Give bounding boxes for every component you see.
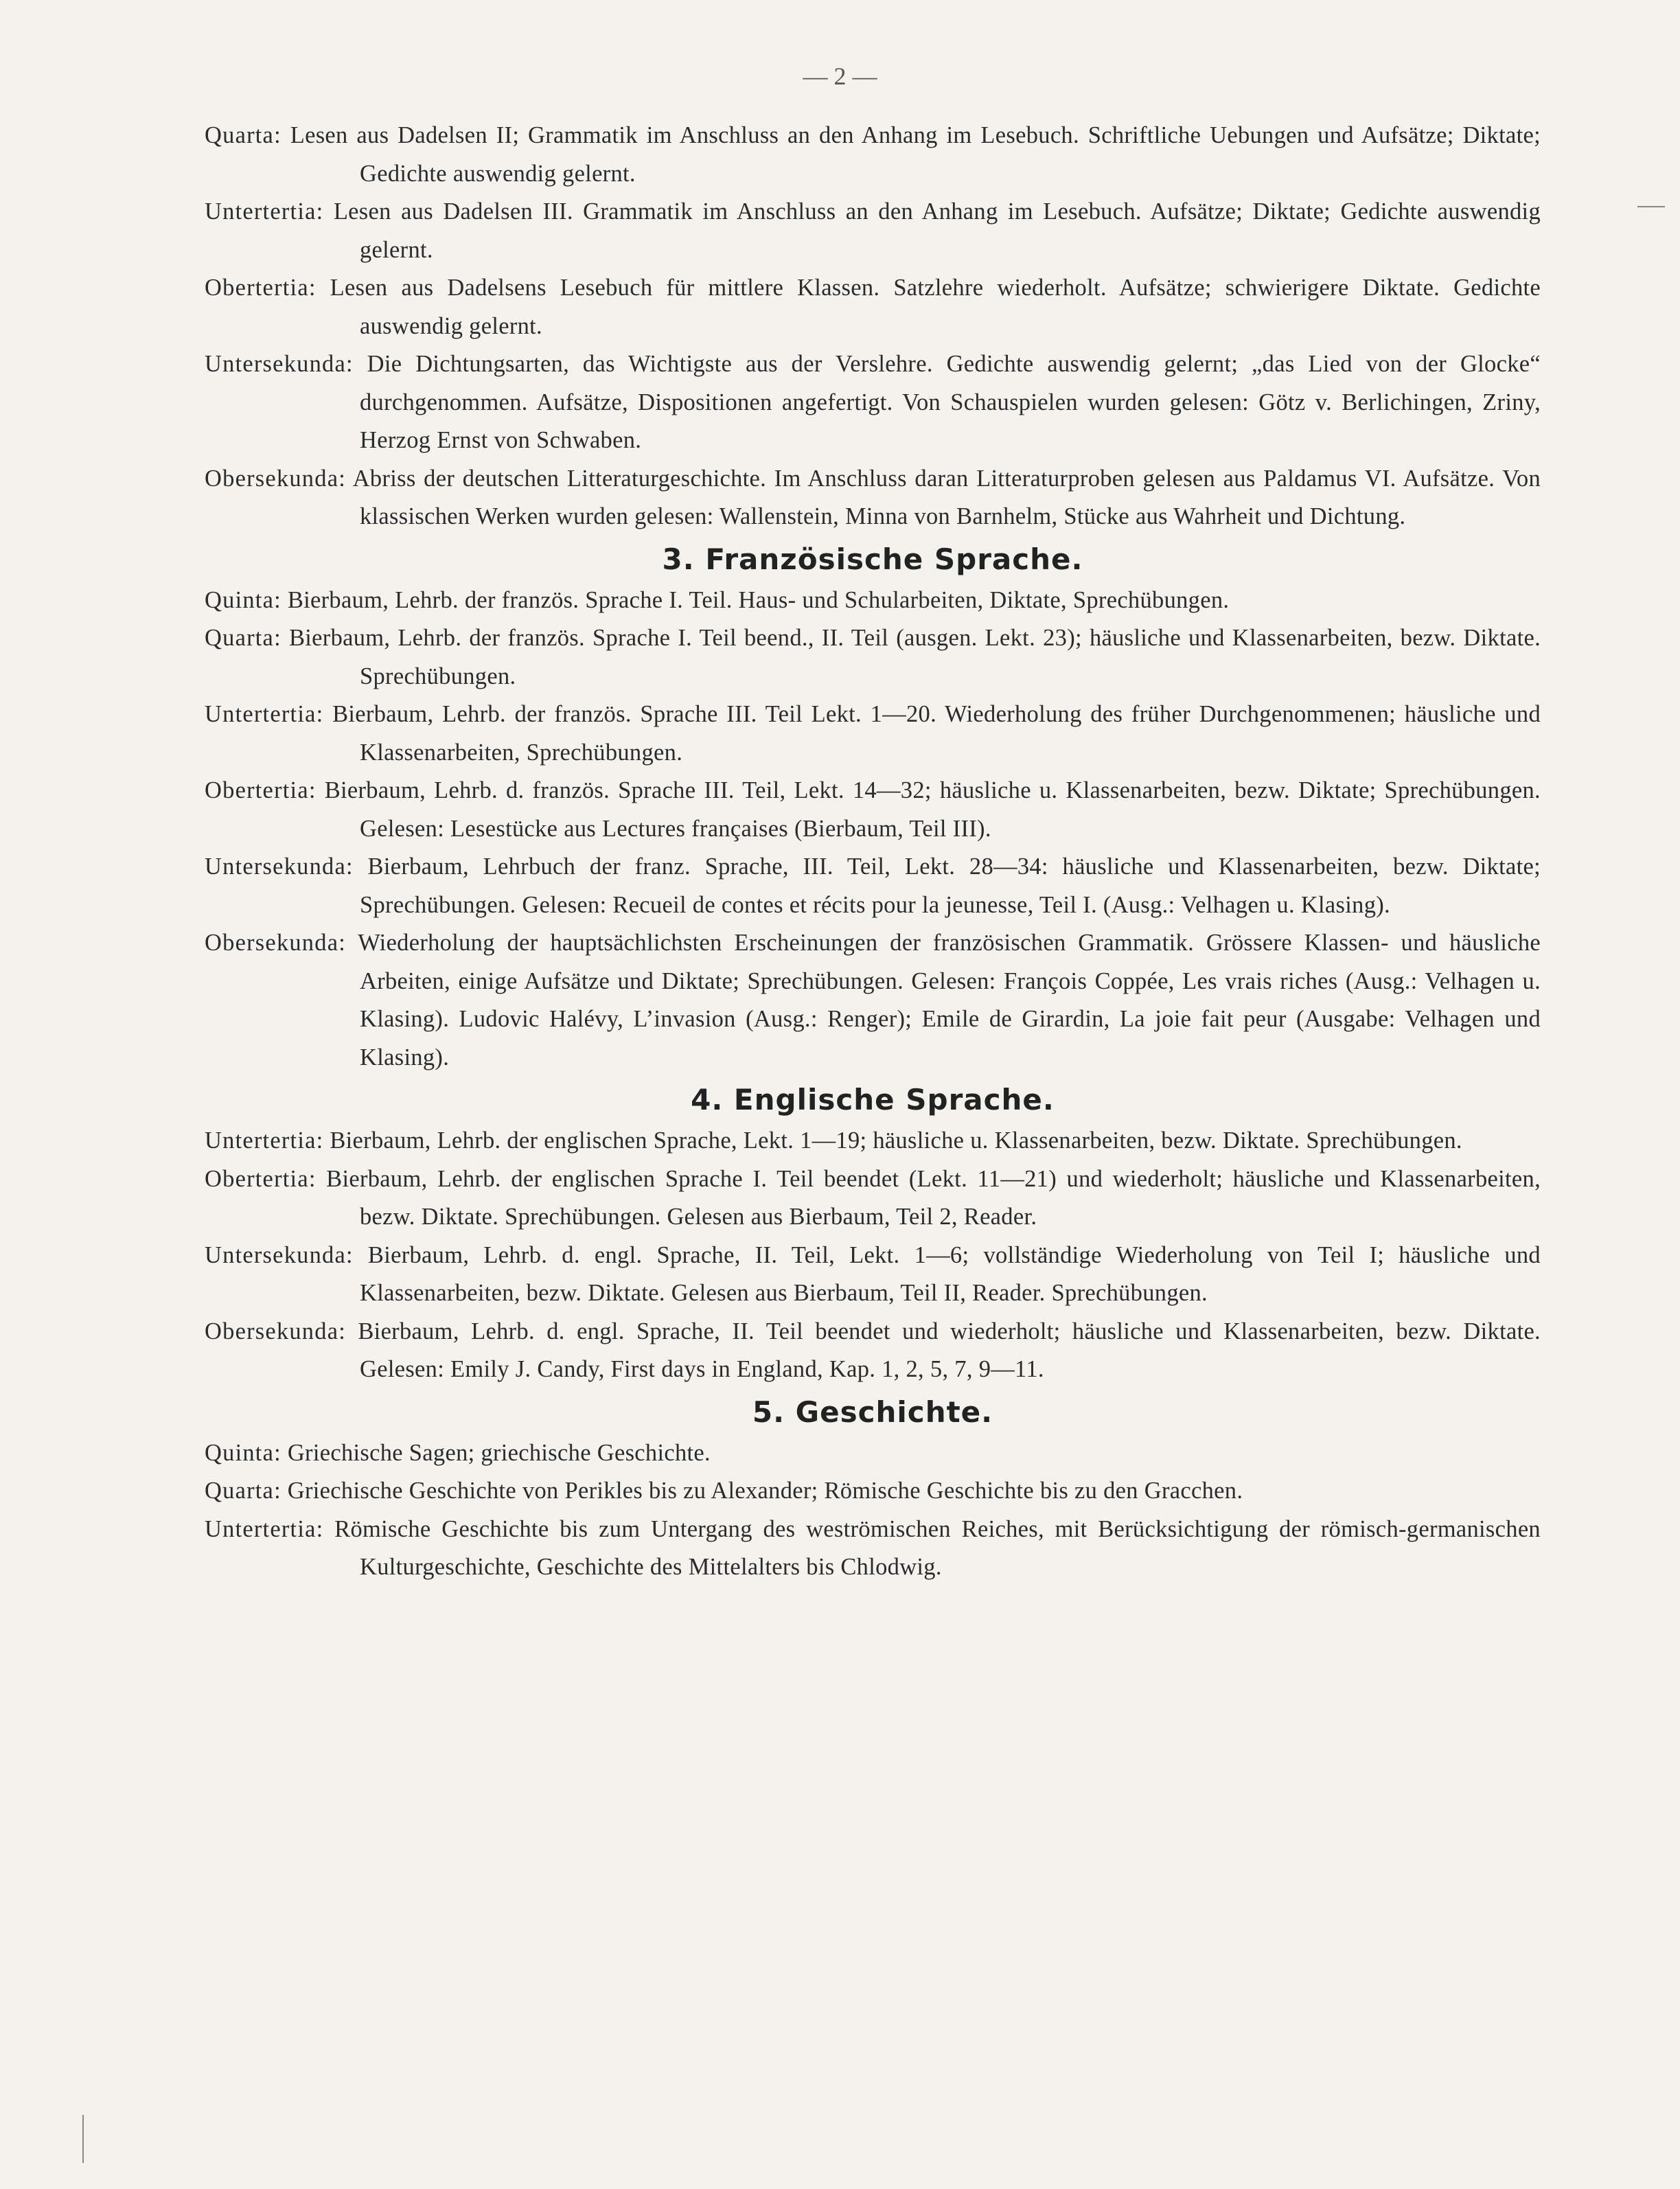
curriculum-text: Bierbaum, Lehrbuch der franz. Sprache, III. Teil, Lekt. 28—34: häusliche und Klassenarbeiten, bezw. Diktate; Sprechübungen. Gelesen: Recueil de contes et récits pour la jeunesse, Teil I. (Ausg.: Velhagen u. Klasing). (360, 853, 1541, 918)
class-entry (205, 345, 1541, 460)
curriculum-text: Bierbaum, Lehrb. d. französ. Sprache III. Teil, Lekt. 14—32; häusliche u. Klassenarbeiten, bezw. Diktate; Sprechübungen. Gelesen: Lesestücke aus Lectures françaises (Bierbaum, Teil III). (324, 777, 1541, 842)
page-number: — 2 — (803, 62, 877, 90)
class-label: Quarta: (205, 122, 281, 148)
class-entry (205, 619, 1541, 696)
curriculum-text: Bierbaum, Lehrb. der englischen Sprache, Lekt. 1—19; häusliche u. Klassenarbeiten, bezw. Diktate. Sprechübungen. (330, 1127, 1462, 1154)
class-label: Obersekunda: (205, 465, 347, 492)
section-heading: 3. Französische Sprache. (662, 542, 1083, 576)
class-label: Untertertia: (205, 198, 324, 225)
class-entry (205, 1122, 1541, 1160)
class-label: Untertertia: (205, 1515, 324, 1542)
class-entry (205, 1160, 1541, 1237)
class-label: Quarta: (205, 1478, 281, 1504)
class-label: Untertertia: (205, 1127, 324, 1154)
class-entry (205, 924, 1541, 1077)
class-entry (205, 193, 1541, 269)
class-entry (205, 1313, 1541, 1389)
class-entry (205, 1237, 1541, 1313)
scan-mark (82, 2115, 84, 2163)
class-entry (205, 117, 1541, 193)
curriculum-text: Die Dichtungsarten, das Wichtigste aus der Verslehre. Gedichte auswendig gelernt; „das Lied von der Glocke“ durchgenommen. Aufsätze, Dispositionen angefertigt. Von Schauspielen wurden gelesen: Götz v. Berlichingen, Zriny, Herzog Ernst von Schwaben. (360, 351, 1541, 453)
curriculum-text: Griechische Geschichte von Perikles bis zu Alexander; Römische Geschichte bis zu den Gracchen. (287, 1478, 1243, 1504)
class-entry (205, 1472, 1541, 1511)
class-entry (205, 269, 1541, 345)
curriculum-text: Bierbaum, Lehrb. der französ. Sprache I. Teil. Haus- und Schularbeiten, Diktate, Sprechübungen. (287, 586, 1230, 613)
class-label: Untersekunda: (205, 1241, 354, 1268)
class-entry (205, 1434, 1541, 1473)
class-label: Obersekunda: (205, 930, 347, 956)
curriculum-text: Lesen aus Dadelsen II; Grammatik im Anschluss an den Anhang im Lesebuch. Schriftliche Uebungen und Aufsätze; Diktate; Gedichte auswendig gelernt. (290, 122, 1541, 187)
class-entry (205, 696, 1541, 772)
curriculum-text: Wiederholung der hauptsächlichsten Erscheinungen der französischen Grammatik. Grössere Klassen- und häusliche Arbeiten, einige Aufsätze und Diktate; Sprechübungen. Gelesen: François Coppée, Les vrais riches (Ausg.: Velhagen u. Klasing). Ludovic Halévy, L’invasion (Ausg.: Renger); Emile de Girardin, La joie fait peur (Ausgabe: Velhagen und Klasing). (358, 930, 1541, 1070)
class-entry (205, 772, 1541, 848)
curriculum-text: Abriss der deutschen Litteraturgeschichte. Im Anschluss daran Litteraturproben gelesen aus Paldamus VI. Aufsätze. Von klassischen Werken wurden gelesen: Wallenstein, Minna von Barnhelm, Stücke aus Wahrheit und Dichtung. (352, 465, 1541, 529)
curriculum-text: Bierbaum, Lehrb. d. engl. Sprache, II. Teil beendet und wiederholt; häusliche und Klassenarbeiten, bezw. Diktate. Gelesen: Emily J. Candy, First days in England, Kap. 1, 2, 5, 7, 9—11. (358, 1318, 1541, 1382)
class-label: Untertertia: (205, 701, 324, 727)
curriculum-text: Bierbaum, Lehrb. der französ. Sprache I. Teil beend., II. Teil (ausgen. Lekt. 23); häusliche und Klassenarbeiten, bezw. Diktate. Sprechübungen. (288, 625, 1541, 689)
document-body (205, 117, 1541, 1587)
curriculum-text: Griechische Sagen; griechische Geschichte. (287, 1439, 711, 1466)
curriculum-text: Lesen aus Dadelsen III. Grammatik im Anschluss an den Anhang im Lesebuch. Aufsätze; Diktate; Gedichte auswendig gelernt. (333, 198, 1541, 263)
curriculum-text: Bierbaum, Lehrb. d. engl. Sprache, II. Teil, Lekt. 1—6; vollständige Wiederholung von Teil I; häusliche und Klassenarbeiten, bezw. Diktate. Gelesen aus Bierbaum, Teil II, Reader. Sprechübungen. (360, 1241, 1541, 1306)
section-heading: 5. Geschichte. (752, 1395, 993, 1429)
curriculum-text: Lesen aus Dadelsens Lesebuch für mittlere Klassen. Satzlehre wiederholt. Aufsätze; schwierigere Diktate. Gedichte auswendig gelernt. (330, 275, 1541, 339)
class-label: Obertertia: (205, 777, 317, 803)
section-heading: 4. Englische Sprache. (691, 1083, 1055, 1116)
class-label: Untersekunda: (205, 351, 354, 377)
curriculum-text: Römische Geschichte bis zum Untergang des weströmischen Reiches, mit Berücksichtigung der römisch-germanischen Kulturgeschichte, Geschichte des Mittelalters bis Chlodwig. (334, 1515, 1541, 1580)
class-label: Obertertia: (205, 275, 317, 301)
class-entry (205, 582, 1541, 620)
curriculum-text: Bierbaum, Lehrb. der französ. Sprache III. Teil Lekt. 1—20. Wiederholung des früher Durchgenommenen; häusliche und Klassenarbeiten, Sprechübungen. (332, 701, 1541, 766)
class-label: Untersekunda: (205, 853, 354, 880)
class-entry (205, 1511, 1541, 1587)
scan-mark (1637, 206, 1665, 207)
class-label: Obertertia: (205, 1165, 317, 1192)
curriculum-text: Bierbaum, Lehrb. der englischen Sprache I. Teil beendet (Lekt. 11—21) und wiederholt; häusliche und Klassenarbeiten, bezw. Diktate. Sprechübungen. Gelesen aus Bierbaum, Teil 2, Reader. (326, 1165, 1541, 1230)
class-entry (205, 848, 1541, 924)
class-label: Quinta: (205, 586, 281, 613)
class-label: Quinta: (205, 1439, 281, 1466)
class-label: Quarta: (205, 625, 281, 651)
class-entry (205, 460, 1541, 536)
class-label: Obersekunda: (205, 1318, 347, 1344)
